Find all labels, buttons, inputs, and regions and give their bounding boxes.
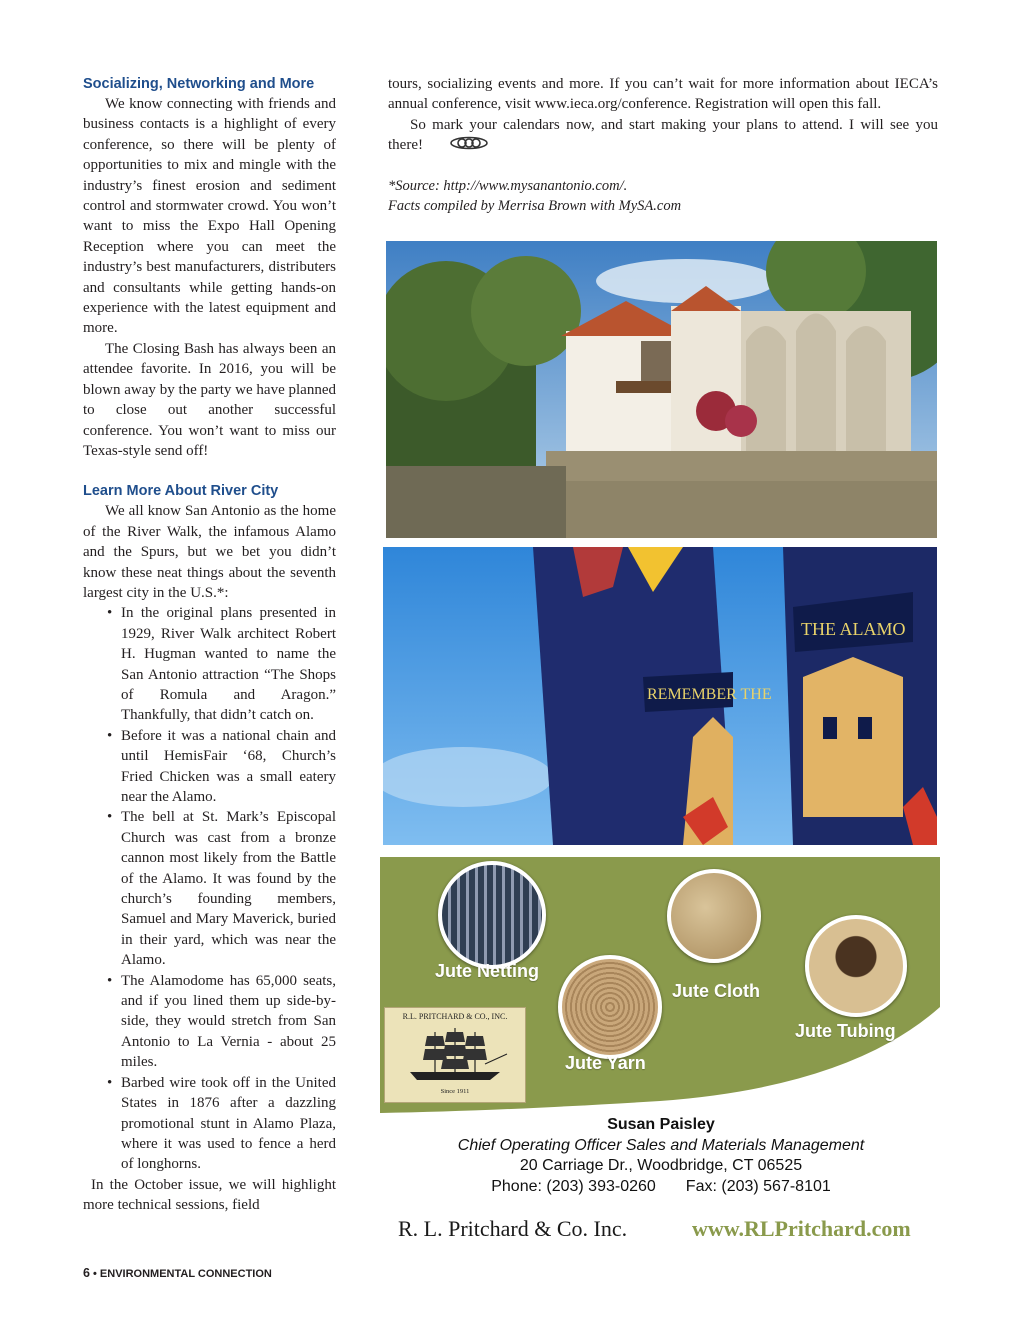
publication-name: • ENVIRONMENTAL CONNECTION	[93, 1268, 272, 1280]
jute-yarn-image	[558, 955, 662, 1059]
list-item: • Barbed wire took off in the United States in 1876 after a dazzling promotional stunt in Alamo Plaza, where it was used to fence a herd of longhorns.	[121, 1073, 336, 1175]
list-item: • Before it was a national chain and until HemisFair ‘68, Church’s Fried Chicken was a small eatery near the Alamo.	[121, 726, 336, 808]
boot-text-remember: REMEMBER THE	[647, 686, 772, 703]
contact-phone-fax	[383, 1177, 939, 1198]
right-column	[388, 74, 938, 217]
source-line: *Source: http://www.mysanantonio.com/.	[388, 177, 628, 194]
boot-text-alamo: THE ALAMO	[801, 619, 906, 639]
logo-title: R.L. PRITCHARD & CO., INC.	[402, 1012, 508, 1021]
section-heading-river-city: Learn More About River City	[83, 483, 279, 500]
list-item: • The bell at St. Mark’s Episcopal Church was cast from a bronze cannon most likely from the Battle of the Alamo. It was found by the church’s founding members, Samuel and Mary Maverick, buried in their yard, which was near the Alamo.	[121, 807, 336, 970]
pritchard-logo	[384, 1007, 526, 1103]
list-item: • The Alamodome has 65,000 seats, and if you lined them up side-by-side, they would stretch from San Antonio to La Vernia - about 25 miles.	[121, 971, 336, 1073]
river-walk-building-photo	[386, 241, 937, 538]
contact-block	[383, 1115, 939, 1197]
page-number: 6	[83, 1266, 90, 1280]
jute-netting-image	[438, 861, 546, 969]
paragraph: We all know San Antonio as the home of the River Walk, the infamous Alamo and the Spurs, but we bet you didn’t know these neat things about the seventh largest city in the U.S.*:	[83, 503, 336, 601]
jute-yarn-label: Jute Yarn	[565, 1053, 646, 1073]
jute-tubing-image	[805, 915, 907, 1017]
paragraph	[388, 115, 938, 156]
company-name: R. L. Pritchard & Co. Inc.	[398, 1216, 628, 1241]
contact-phone: Phone: (203) 393-0260	[491, 1177, 656, 1195]
ship-icon	[385, 1024, 525, 1084]
pritchard-advertisement	[380, 857, 940, 1113]
jute-cloth-image	[667, 869, 761, 963]
paragraph: We know connecting with friends and business contacts is a highlight of every conference, so there will be plenty of opportunities to mix and mingle with the industry’s finest erosion and sediment control and stormwater crowd. You won’t want to miss the Expo Hall Opening Reception where you can meet the industry’s best manufacturers, distributers and consultants while getting hands-on experience with the latest equipment and more.	[83, 96, 336, 337]
section-heading-socializing: Socializing, Networking and More	[83, 76, 315, 92]
paragraph: In the October issue, we will highlight more technical sessions, field	[83, 1176, 336, 1214]
list-item: • In the original plans presented in 1929, River Walk architect Robert H. Hugman wanted to name the San Antonio attraction “The Shops of Romula and Aragon.” Thankfully, that didn’t catch on.	[121, 603, 336, 725]
left-column	[83, 74, 336, 1216]
credit-line: Facts compiled by Merrisa Brown with MySA.com	[388, 198, 682, 215]
closing-text: So mark your calendars now, and start making your plans to attend. I will see you there!	[388, 116, 938, 154]
jute-cloth-label: Jute Cloth	[672, 981, 760, 1001]
jute-tubing-label: Jute Tubing	[795, 1021, 896, 1041]
paragraph: tours, socializing events and more. If you can’t wait for more information about IECA’s annual conference, visit www.ieca.org/conference. Registration will open this fall.	[388, 76, 938, 113]
logo-since: Since 1911	[440, 1088, 470, 1095]
contact-address: 20 Carriage Dr., Woodbridge, CT 06525	[519, 1157, 803, 1174]
jute-netting-label: Jute Netting	[435, 961, 540, 981]
paragraph: The Closing Bash has always been an attendee favorite. In 2016, you will be blown away by the party we have planned to close out another successful conference. You won’t want to miss our Texas-style send off!	[83, 340, 336, 459]
page-footer	[83, 1266, 272, 1280]
alamo-cowboy-boots-photo	[383, 547, 937, 845]
ieca-logo-icon	[427, 136, 489, 156]
contact-title: Chief Operating Officer Sales and Materials Management	[457, 1137, 865, 1154]
facts-list	[83, 603, 336, 1174]
contact-name: Susan Paisley	[607, 1116, 715, 1133]
company-website-link[interactable]: www.RLPritchard.com	[692, 1216, 911, 1241]
contact-fax: Fax: (203) 567-8101	[685, 1177, 831, 1195]
